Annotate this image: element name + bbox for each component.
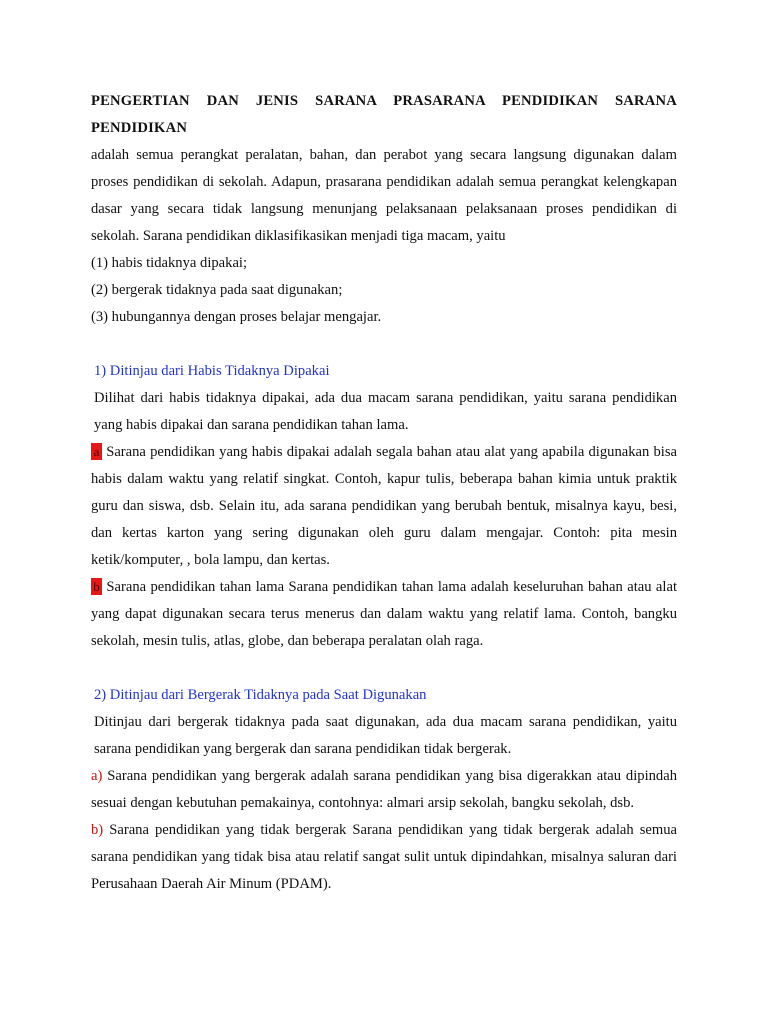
section1-heading: 1) Ditinjau dari Habis Tidaknya Dipakai xyxy=(94,363,330,379)
section2-heading: 2) Ditinjau dari Bergerak Tidaknya pada Saat Digunakan xyxy=(94,687,427,703)
section1-item-a-marker: a xyxy=(91,443,102,460)
section2-item-b-marker: b) xyxy=(91,822,104,838)
document-page xyxy=(91,88,677,898)
document-title-line2: PENDIDIKAN xyxy=(91,120,188,136)
document-title-line1: PENGERTIAN DAN JENIS SARANA PRASARANA PENDIDIKAN SARANA xyxy=(91,93,677,109)
intro-list-item-2: (2) bergerak tidaknya pada saat digunakan; xyxy=(91,282,343,298)
intro-list-item-3: (3) hubungannya dengan proses belajar mengajar. xyxy=(91,309,382,325)
spacer xyxy=(91,331,677,358)
section2-intro: Ditinjau dari bergerak tidaknya pada saat digunakan, ada dua macam sarana pendidikan, yaitu sarana pendidikan yang bergerak dan sarana pendidikan tidak bergerak. xyxy=(94,714,677,757)
section2-item-b-text: Sarana pendidikan yang tidak bergerak Sarana pendidikan yang tidak bergerak adalah semua sarana pendidikan yang tidak bisa atau relatif sangat sulit untuk dipindahkan, misalnya saluran dari Perusahaan Daerah Air Minum (PDAM). xyxy=(91,822,677,892)
section2-item-a xyxy=(91,763,677,817)
section2-item-b xyxy=(91,817,677,898)
section1-item-b-text: Sarana pendidikan tahan lama Sarana pendidikan tahan lama adalah keseluruhan bahan atau alat yang dapat digunakan secara terus menerus dan dalam waktu yang relatif lama. Contoh, bangku sekolah, mesin tulis, atlas, globe, dan beberapa peralatan olah raga. xyxy=(91,579,677,649)
section1-item-a-text: Sarana pendidikan yang habis dipakai adalah segala bahan atau alat yang apabila digunakan bisa habis dalam waktu yang relatif singkat. Contoh, kapur tulis, beberapa bahan kimia untuk praktik guru dan siswa, dsb. Selain itu, ada sarana pendidikan yang berubah bentuk, misalnya kayu, besi, dan kertas karton yang sering digunakan oleh guru dalam mengajar. Contoh: pita mesin ketik/komputer, , bola lampu, dan kertas. xyxy=(91,444,677,568)
section1-item-a xyxy=(91,439,677,574)
section2-item-a-text: Sarana pendidikan yang bergerak adalah sarana pendidikan yang bisa digerakkan atau dipindah sesuai dengan kebutuhan pemakainya, contohnya: almari arsip sekolah, bangku sekolah, dsb. xyxy=(91,768,677,811)
spacer xyxy=(91,655,677,682)
section1-item-b-marker: b xyxy=(91,578,102,595)
intro-list-item-1: (1) habis tidaknya dipakai; xyxy=(91,255,248,271)
section1-intro: Dilihat dari habis tidaknya dipakai, ada dua macam sarana pendidikan, yaitu sarana pendidikan yang habis dipakai dan sarana pendidikan tahan lama. xyxy=(94,390,677,433)
intro-paragraph: adalah semua perangkat peralatan, bahan, dan perabot yang secara langsung digunakan dalam proses pendidikan di sekolah. Adapun, prasarana pendidikan adalah semua perangkat kelengkapan dasar yang secara tidak langsung menunjang pelaksanaan pelaksanaan proses pendidikan di sekolah. Sarana pendidikan diklasifikasikan menjadi tiga macam, yaitu xyxy=(91,147,677,244)
section1-item-b xyxy=(91,574,677,655)
section2-item-a-marker: a) xyxy=(91,768,103,784)
